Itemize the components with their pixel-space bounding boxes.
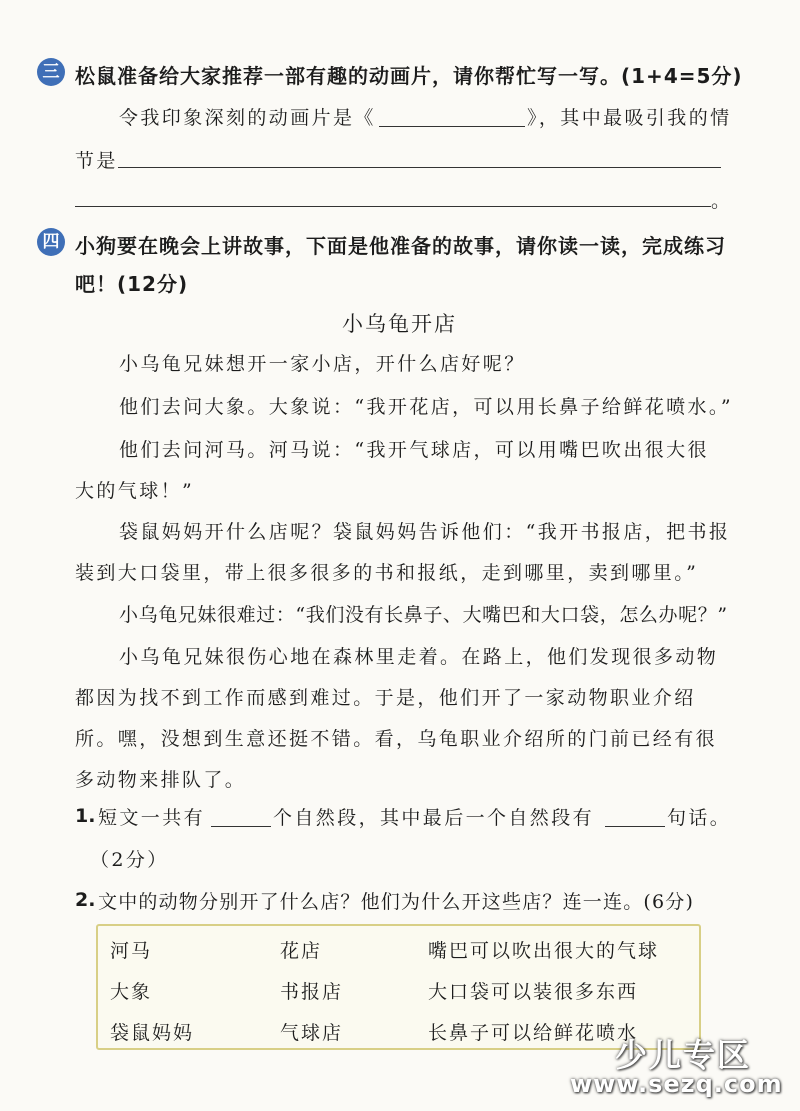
question-1-text-c: 句话。: [667, 807, 732, 829]
shop-flower[interactable]: 花店: [280, 940, 323, 962]
animal-elephant[interactable]: 大象: [110, 981, 153, 1003]
shop-balloon[interactable]: 气球店: [280, 1022, 344, 1044]
story-paragraph-line: 多动物来排队了。: [75, 769, 247, 791]
story-paragraph-line: 所。嘿，没想到生意还挺不错。看，乌龟职业介绍所的门前已经有很: [75, 728, 718, 750]
animal-hippo[interactable]: 河马: [110, 940, 153, 962]
question-2-text: 文中的动物分别开了什么店？他们为什么开这些店？连一连。(6分): [98, 891, 695, 913]
question-1-text-a: 短文一共有: [98, 807, 206, 829]
story-paragraph-line: 大的气球！”: [75, 480, 195, 502]
section-badge-3: 三: [37, 58, 65, 86]
story-paragraph-line: 袋鼠妈妈开什么店呢？袋鼠妈妈告诉他们：“我开书报店，把书报: [119, 521, 731, 543]
watermark-site: www.sezq.com: [570, 1070, 783, 1098]
story-paragraph-line: 小乌龟兄妹很难过：“我们没有长鼻子、大嘴巴和大口袋，怎么办呢？”: [119, 604, 728, 626]
story-title: 小乌龟开店: [342, 312, 457, 336]
section-3-heading: 松鼠准备给大家推荐一部有趣的动画片，请你帮忙写一写。(1+4=5分): [75, 64, 743, 88]
animal-kangaroo-mother[interactable]: 袋鼠妈妈: [110, 1022, 195, 1044]
section-3-line1-prefix: 令我印象深刻的动画片是《: [119, 107, 376, 129]
shop-books-newspapers[interactable]: 书报店: [280, 981, 344, 1003]
question-1-number: 1.: [75, 805, 96, 827]
reason-pouch[interactable]: 大口袋可以装很多东西: [428, 981, 639, 1003]
story-paragraph-line: 小乌龟兄妹很伤心地在森林里走着。在路上，他们发现很多动物: [119, 646, 719, 668]
blank-sentence-count[interactable]: [605, 826, 665, 827]
section-4-heading-line2: 吧！(12分): [75, 272, 189, 296]
story-paragraph-line: 小乌龟兄妹想开一家小店，开什么店好呢？: [119, 353, 526, 375]
story-paragraph-line: 都因为找不到工作而感到难过。于是，他们开了一家动物职业介绍: [75, 687, 696, 709]
story-paragraph-line: 装到大口袋里，带上很多很多的书和报纸，走到哪里，卖到哪里。”: [75, 562, 699, 584]
blank-plot-line-1[interactable]: [118, 167, 721, 168]
section-4-heading-line1: 小狗要在晚会上讲故事，下面是他准备的故事，请你读一读，完成练习: [75, 234, 726, 258]
blank-paragraph-count[interactable]: [211, 826, 271, 827]
section-3-line2-prefix: 节是: [75, 150, 118, 172]
section-3-period: 。: [711, 190, 733, 212]
story-paragraph-line: 他们去问大象。大象说：“我开花店，可以用长鼻子给鲜花喷水。”: [119, 396, 733, 418]
matching-table: [96, 924, 701, 1050]
question-1-score: （2分）: [90, 849, 169, 871]
watermark-brand: 少儿专区: [615, 1036, 752, 1074]
section-3-line1-suffix: 》，其中最吸引我的情: [527, 107, 732, 129]
blank-cartoon-name[interactable]: [379, 126, 525, 127]
reason-mouth[interactable]: 嘴巴可以吹出很大的气球: [428, 940, 660, 962]
section-badge-4: 四: [37, 228, 65, 256]
question-1-text-b: 个自然段，其中最后一个自然段有: [273, 807, 595, 829]
blank-plot-line-2[interactable]: [75, 206, 711, 207]
question-2-number: 2.: [75, 889, 96, 911]
reason-trunk[interactable]: 长鼻子可以给鲜花喷水: [428, 1022, 639, 1044]
story-paragraph-line: 他们去问河马。河马说：“我开气球店，可以用嘴巴吹出很大很: [119, 439, 709, 461]
